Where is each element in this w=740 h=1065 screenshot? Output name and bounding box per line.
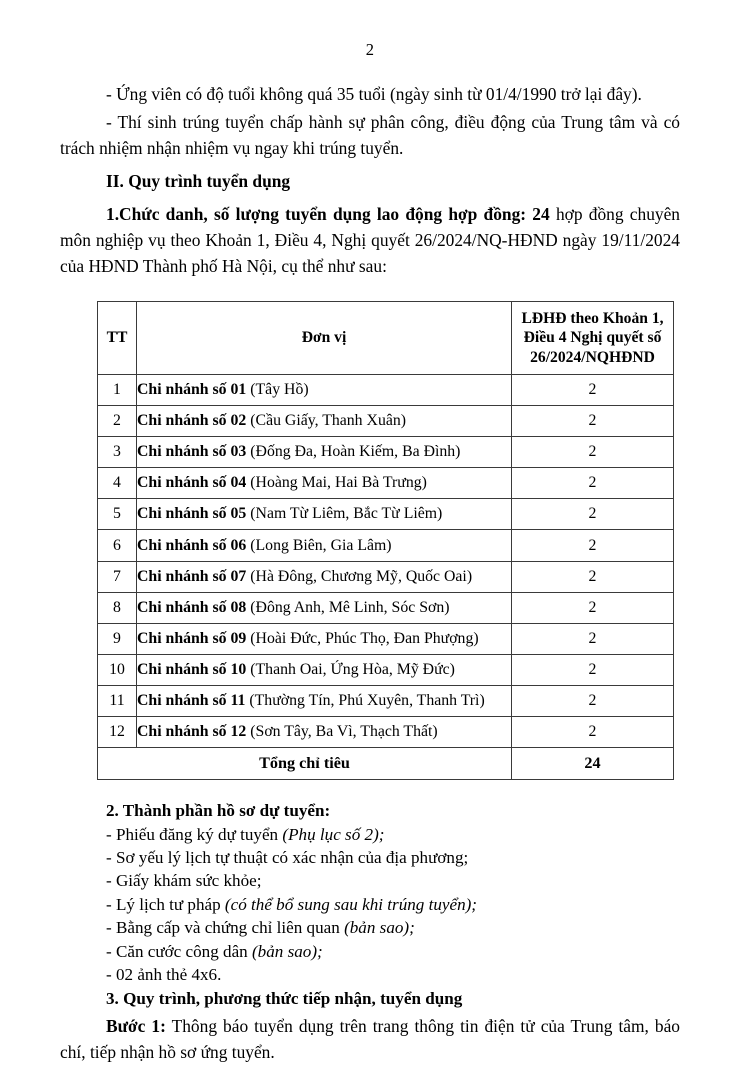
table-cell-unit [137,437,512,468]
dossier-item-text: - Phiếu đăng ký dự tuyển [106,824,283,844]
lower-sections [60,799,680,1011]
branch-name: Chi nhánh số 02 [137,412,247,430]
dossier-item-text: - Căn cước công dân [106,941,252,961]
branch-districts: (Hoài Đức, Phúc Thọ, Đan Phượng) [246,629,479,647]
branch-districts: (Thường Tín, Phú Xuyên, Thanh Trì) [245,691,485,709]
table-total-value: 24 [512,748,674,780]
table-total-label: Tổng chỉ tiêu [98,748,512,780]
table-cell-unit [137,561,512,592]
branch-name: Chi nhánh số 06 [137,536,247,554]
table-cell-quota: 2 [512,375,674,406]
allocation-table [97,301,674,781]
branch-districts: (Đông Anh, Mê Linh, Sóc Sơn) [246,598,450,616]
dossier-item-text: - Sơ yếu lý lịch tự thuật có xác nhận của địa phương; [106,847,469,867]
table-header-row [98,301,674,375]
page-number: 2 [365,40,375,59]
branch-districts: (Long Biên, Gia Lâm) [246,536,392,554]
table-row [98,623,674,654]
allocation-table-wrapper [60,301,680,781]
table-cell-unit [137,717,512,748]
table-row [98,592,674,623]
table-row [98,530,674,561]
branch-name: Chi nhánh số 10 [137,660,247,678]
dossier-item [106,823,680,846]
table-header-tt: TT [98,301,137,375]
heading-section-2: 2. Thành phần hồ sơ dự tuyển: [106,801,331,821]
section-1-rest: hợp đồng chuyên môn nghiệp vụ theo Khoản 1, Điều 4, Nghị quyết 26/2024/NQ-HĐND ngày 19/11/2024 của HĐND Thành phố Hà Nội, cụ thể như sau: [60,203,681,276]
table-cell-unit [137,406,512,437]
table-row [98,375,674,406]
table-total-row [98,748,674,780]
dossier-item [106,963,680,986]
step-1-label: Bước 1: [106,1015,166,1036]
table-cell-unit [137,685,512,716]
heading-section-ii: II. Quy trình tuyển dụng [106,170,291,191]
dossier-item-note: (Phụ lục số 2); [282,824,385,844]
branch-name: Chi nhánh số 05 [137,505,247,523]
table-row [98,468,674,499]
dossier-item [106,916,680,939]
dossier-item-text: - 02 ảnh thẻ 4x6. [106,964,222,984]
dossier-item [106,940,680,963]
table-cell-quota: 2 [512,592,674,623]
table-row [98,654,674,685]
branch-districts: (Hà Đông, Chương Mỹ, Quốc Oai) [246,567,473,585]
branch-name: Chi nhánh số 09 [137,629,247,647]
step-1-text: Thông báo tuyển dụng trên trang thông tin điện tử của Trung tâm, báo chí, tiếp nhận hồ sơ ứng tuyển. [60,1015,681,1062]
table-row [98,406,674,437]
table-cell-quota: 2 [512,499,674,530]
table-row [98,437,674,468]
table-body [98,375,674,780]
table-row [98,561,674,592]
table-cell-index: 3 [98,437,137,468]
table-cell-index: 5 [98,499,137,530]
dossier-item-note: (có thể bổ sung sau khi trúng tuyển); [224,894,478,914]
table-cell-quota: 2 [512,406,674,437]
branch-name: Chi nhánh số 11 [137,691,246,709]
dossier-item-text: - Lý lịch tư pháp [106,894,225,914]
table-cell-index: 8 [98,592,137,623]
table-cell-unit [137,654,512,685]
paragraph-age-requirement: - Ứng viên có độ tuổi không quá 35 tuổi (ngày sinh từ 01/4/1990 trở lại đây). [106,83,642,104]
table-cell-quota: 2 [512,685,674,716]
table-cell-index: 4 [98,468,137,499]
table-cell-index: 9 [98,623,137,654]
branch-name: Chi nhánh số 01 [137,381,247,399]
paragraph-assignment-obligation: - Thí sinh trúng tuyển chấp hành sự phân công, điều động của Trung tâm và có trách nhiệm nhận nhiệm vụ ngay khi trúng tuyển. [60,111,680,158]
document-body [60,81,680,279]
table-cell-unit [137,468,512,499]
table-cell-quota: 2 [512,654,674,685]
table-cell-quota: 2 [512,468,674,499]
dossier-item-note: (bản sao); [251,941,323,961]
branch-name: Chi nhánh số 04 [137,474,247,492]
table-row [98,499,674,530]
branch-districts: (Cầu Giấy, Thanh Xuân) [246,412,407,430]
table-cell-unit [137,499,512,530]
table-cell-unit [137,375,512,406]
paragraph-step-1 [60,1013,680,1065]
branch-districts: (Đống Đa, Hoàn Kiếm, Ba Đình) [246,443,461,461]
dossier-item [106,869,680,892]
branch-districts: (Hoàng Mai, Hai Bà Trưng) [246,474,427,492]
table-cell-index: 1 [98,375,137,406]
dossier-item-note: (bản sao); [344,918,415,938]
table-cell-index: 10 [98,654,137,685]
dossier-item-text: - Giấy khám sức khỏe; [106,871,262,891]
table-cell-quota: 2 [512,530,674,561]
branch-districts: (Tây Hồ) [246,381,309,399]
paragraph-section-1 [60,201,680,279]
table-cell-quota: 2 [512,717,674,748]
branch-name: Chi nhánh số 08 [137,598,247,616]
table-header-unit: Đơn vị [137,301,512,375]
table-cell-unit [137,623,512,654]
table-row [98,685,674,716]
section-1-bold-lead: 1.Chức danh, số lượng tuyển dụng lao động hợp đồng: 24 [106,203,550,224]
branch-name: Chi nhánh số 03 [137,443,247,461]
table-cell-quota: 2 [512,623,674,654]
dossier-item-text: - Bằng cấp và chứng chỉ liên quan [106,918,345,938]
table-cell-unit [137,530,512,561]
branch-districts: (Sơn Tây, Ba Vì, Thạch Thất) [246,723,438,741]
branch-name: Chi nhánh số 07 [137,567,247,585]
table-cell-index: 12 [98,717,137,748]
table-row [98,717,674,748]
branch-name: Chi nhánh số 12 [137,723,247,741]
table-cell-index: 6 [98,530,137,561]
table-cell-quota: 2 [512,561,674,592]
branch-districts: (Nam Từ Liêm, Bắc Từ Liêm) [246,505,443,523]
dossier-item [106,846,680,869]
heading-section-3: 3. Quy trình, phương thức tiếp nhận, tuyển dụng [106,989,463,1009]
dossier-items-list [106,823,680,987]
table-head [98,301,674,375]
table-cell-unit [137,592,512,623]
dossier-item [106,893,680,916]
table-cell-index: 7 [98,561,137,592]
table-cell-index: 11 [98,685,137,716]
table-cell-index: 2 [98,406,137,437]
table-cell-quota: 2 [512,437,674,468]
table-header-quota: LĐHĐ theo Khoản 1, Điều 4 Nghị quyết số 26/2024/NQHĐND [512,301,674,375]
branch-districts: (Thanh Oai, Ứng Hòa, Mỹ Đức) [246,660,455,678]
